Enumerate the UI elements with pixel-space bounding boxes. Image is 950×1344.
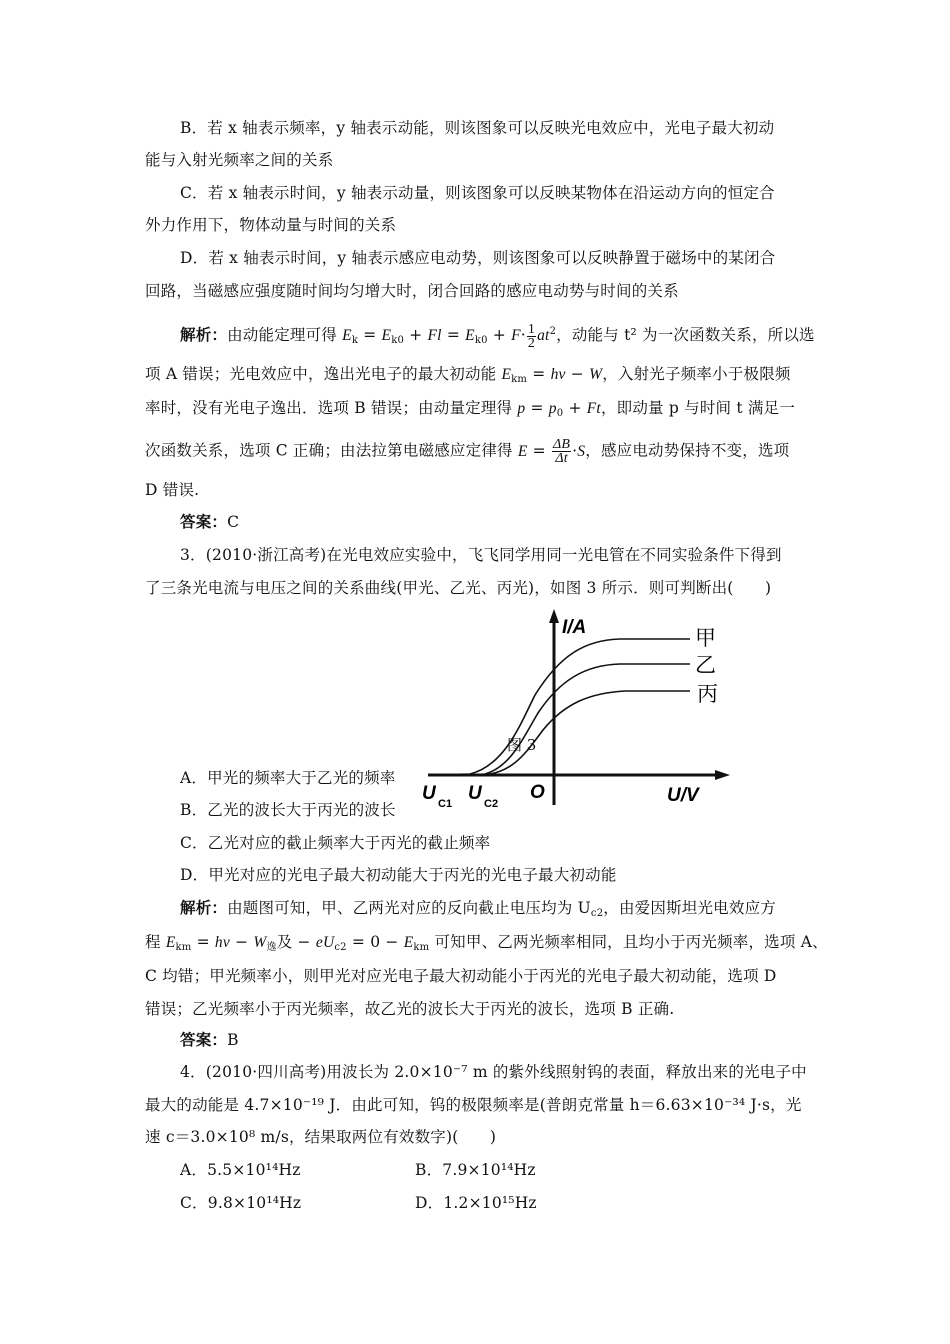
q3-analysis-text: 程 [145,933,161,951]
q4-stem-line3: 速 c＝3.0×10⁸ m/s，结果取两位有效数字)( ) [145,1128,497,1146]
q2-formula-kinetic: $E_k = E_{k0} + Fl = E_{k0} + F\cdot$ $\frac{1}{2}$ $at^2$ [342,321,557,351]
q2-answer [180,512,239,532]
q2-analysis-text: 项 A 错误；光电效应中，逸出光电子的最大初动能 [145,365,497,383]
x-axis-arrow [715,770,730,780]
q2-option-d-line2: 回路，当磁感应强度随时间均匀增大时，闭合回路的感应电动势与时间的关系 [145,282,679,300]
q2-analysis-line2 [145,364,791,390]
q3-option-b: B．乙光的波长大于丙光的波长 [180,801,396,819]
y-axis-label: I/A [562,617,587,638]
q3-answer-value: B [227,1031,239,1049]
q2-analysis-text: 由动能定理可得 [227,326,338,344]
origin-label: O [530,782,545,803]
uc2-label: U [468,783,482,804]
q2-analysis-text: ，感应电动势保持不变，选项 [585,441,790,460]
uc1-subscript: C1 [438,798,453,810]
q2-option-b-line2: 能与入射光频率之间的关系 [145,151,334,169]
q2-analysis-text: 次函数关系，选项 C 正确；由法拉第电磁感应定律得 [145,441,513,460]
q3-analysis-sub: c2 [590,908,604,919]
q2-option-c-line2: 外力作用下，物体动量与时间的关系 [145,216,397,234]
q2-option-b-line1: B．若 x 轴表示频率，y 轴表示动能，则该图象可以反映光电效应中，光电子最大初动 [180,119,775,137]
q3-stem-line1: 3．(2010·浙江高考)在光电效应实验中，飞飞同学用同一光电管在不同实验条件下得到 [180,546,782,564]
x-axis-label: U/V [667,785,699,806]
q2-analysis-line4 [145,438,789,465]
q3-analysis-label: 解析： [180,898,228,917]
q2-option-c-line1: C．若 x 轴表示时间，y 轴表示动量，则该图象可以反映某物体在沿运动方向的恒定合 [180,184,775,202]
curve-bing [475,691,690,775]
q2-analysis-line1 [180,322,815,351]
q2-analysis-text: 率时，没有光电子逸出．选项 B 错误；由动量定理得 [145,399,513,417]
q2-analysis-text: ，即动量 p 与时间 t 满足一 [600,399,796,417]
uc2-subscript: C2 [484,798,499,810]
q3-formula: $E_{km} = h\nu - W_逸$及 − $eU_{c2} = 0 - E_{km}$ [165,933,430,953]
q3-answer-label: 答案： [180,1030,228,1049]
q3-answer [180,1030,239,1050]
q4-option-d: D．1.2×10¹⁵Hz [415,1194,537,1212]
q3-analysis-text: ，由爱因斯坦光电效应方 [603,899,776,917]
q4-stem-line2: 最大的动能是 4.7×10⁻¹⁹ J．由此可知，钨的极限频率是(普朗克常量 h＝6.63×10⁻³⁴ J·s，光 [145,1096,802,1114]
q2-formula-photoelectric: $E_{km} = h\nu - W$ [501,365,603,385]
curve-label-bing: 丙 [697,682,718,706]
curve-label-yi: 乙 [695,653,716,677]
q3-analysis-line1 [180,898,776,924]
q3-stem-line2: 了三条光电流与电压之间的关系曲线(甲光、乙光、丙光)，如图 3 所示．则可判断出( ) [145,579,772,597]
q3-analysis-text: 由题图可知，甲、乙两光对应的反向截止电压均为 U [227,899,591,917]
q2-formula-momentum: $p = p_0 + Ft$ [517,399,601,419]
q2-option-d-line1: D．若 x 轴表示时间，y 轴表示感应电动势，则该图象可以反映静置于磁场中的某闭合 [180,249,776,267]
q3-option-a: A．甲光的频率大于乙光的频率 [180,769,396,787]
q2-formula-faraday: E = $\frac{\Delta B}{\Delta t}$ ·S [517,437,586,466]
q2-analysis-text: ，动能与 t² 为一次函数关系，所以选 [556,326,815,344]
figure-caption: 图 3 [507,736,537,754]
curve-label-jia: 甲 [695,626,716,650]
q2-answer-label: 答案： [180,512,228,531]
q2-analysis-label: 解析： [180,325,228,344]
photocurrent-voltage-figure [410,605,740,820]
q2-answer-value: C [227,513,240,531]
y-axis-arrow [549,609,559,623]
q2-analysis-line3 [145,398,795,424]
q3-option-d: D．甲光对应的光电子最大初动能大于丙光的光电子最大初动能 [180,866,617,884]
q3-analysis-text: 可知甲、乙两光频率相同，且均小于丙光频率，选项 A、 [434,933,828,951]
q4-stem-line1: 4．(2010·四川高考)用波长为 2.0×10⁻⁷ m 的紫外线照射钨的表面，释放出来的光电子中 [180,1063,807,1081]
curve-jia [428,639,690,775]
q3-analysis-line3: C 均错；甲光频率小，则甲光对应光电子最大初动能小于丙光的光电子最大初动能，选项 D [145,967,777,985]
q3-analysis-line4: 错误；乙光频率小于丙光频率，故乙光的波长大于丙光的波长，选项 B 正确. [145,1000,675,1018]
q4-option-a: A．5.5×10¹⁴Hz [180,1161,301,1179]
q3-analysis-line2 [145,932,828,958]
uc1-label: U [422,783,436,804]
q3-option-c: C．乙光对应的截止频率大于丙光的截止频率 [180,834,491,852]
q4-option-c: C．9.8×10¹⁴Hz [180,1194,302,1212]
q2-analysis-line5: D 错误. [145,481,200,499]
q2-analysis-text: ，入射光子频率小于极限频 [602,365,791,383]
curve-yi [470,664,690,775]
q4-option-b: B．7.9×10¹⁴Hz [415,1161,536,1179]
